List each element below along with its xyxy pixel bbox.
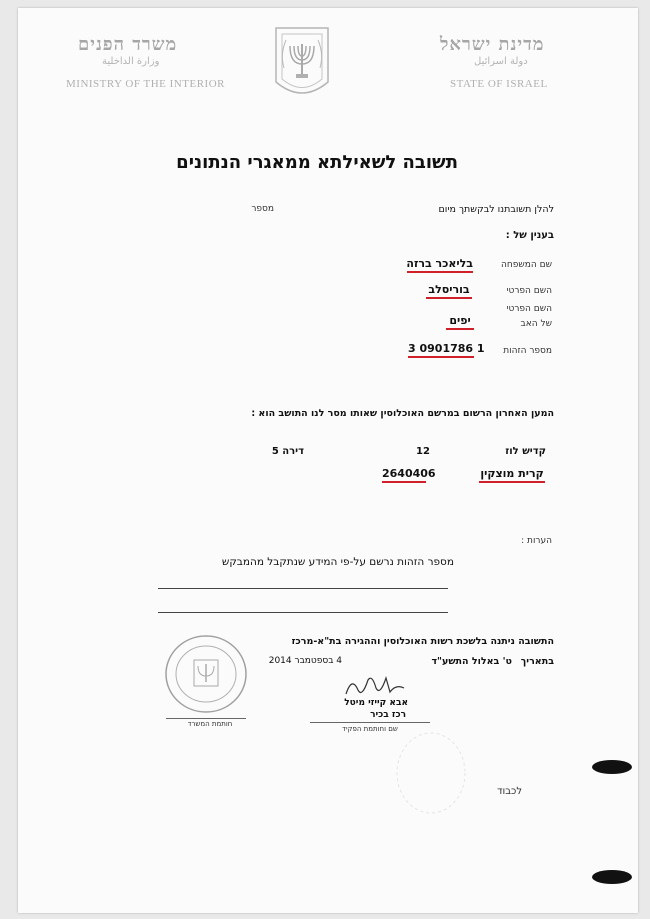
notes-label: הערות : [521, 536, 552, 546]
menorah-emblem-icon [268, 24, 336, 102]
office-stamp-caption: חותמת המשרד [187, 720, 233, 728]
to-label: לכבוד [497, 786, 522, 797]
father-name-value: יפים [446, 314, 474, 330]
notes-line-1 [158, 588, 448, 589]
address-apartment: דירה 5 [271, 446, 304, 457]
header-state-english: STATE OF ISRAEL [450, 78, 548, 90]
header-state-hebrew: מדינת ישראל [440, 34, 545, 55]
punch-hole-mark-top [592, 760, 632, 774]
issued-at-text: התשובה ניתנה בלשכת רשות האוכלוסין וההגירה בת"א-מרכז [291, 636, 554, 647]
address-zip: 2640406 [382, 467, 426, 483]
intro-text: להלן תשובתנו לבקשתך מיום [438, 204, 554, 215]
request-number-label: מספר [251, 204, 274, 214]
address-house-number: 12 [416, 446, 430, 457]
office-stamp-line [166, 718, 246, 719]
clerk-signature-icon [342, 670, 408, 700]
header-ministry-english: MINISTRY OF THE INTERIOR [66, 78, 225, 90]
father-name-label-line2: של האב [520, 319, 552, 329]
hebrew-date: ט' באלול התשע"ד [431, 656, 512, 667]
regarding-label: בענין של : [505, 230, 554, 241]
clerk-name: אבא קייזי מיטל [344, 698, 408, 708]
punch-hole-mark-bottom [592, 870, 632, 884]
first-name-label: השם הפרטי [506, 286, 552, 296]
first-name-value: בוריסלב [426, 283, 472, 299]
date-label: בתאריך [520, 656, 554, 667]
notes-text: מספר הזהות נרשם על-פי המידע שנתקבל מהמבקש [221, 556, 454, 568]
header-state-arabic: دولة اسرائيل [474, 56, 528, 67]
notes-line-2 [158, 612, 448, 613]
id-number-value: 3 0901786 1 [408, 342, 474, 358]
gregorian-date: 4 בספטמבר 2014 [268, 656, 342, 666]
header-ministry-arabic: وزارة الداخلية [102, 56, 160, 67]
address-intro: המען האחרון הרשום במרשם האוכלוסין שאותו מסר לנו התושב הוא : [251, 408, 554, 419]
document-page [18, 8, 638, 913]
surname-value: בליאכר ברזה [407, 257, 473, 273]
address-city: קרית מוצקין [479, 467, 545, 483]
clerk-line [310, 722, 430, 723]
father-name-label-line1: השם הפרטי [506, 304, 552, 314]
faint-stamp-icon [394, 730, 468, 816]
clerk-caption: שם וחותמת הפקיד [342, 725, 398, 733]
address-street: קדיש לוז [505, 446, 546, 457]
header-ministry-hebrew: משרד הפנים [78, 34, 178, 55]
clerk-title: רכז בכיר [370, 710, 406, 720]
document-title: תשובה לשאילתא ממאגרי הנתונים [176, 152, 458, 173]
office-stamp-icon [164, 634, 248, 714]
surname-label: שם המשפחה [501, 260, 552, 270]
id-number-label: מספר הזהות [503, 346, 552, 356]
